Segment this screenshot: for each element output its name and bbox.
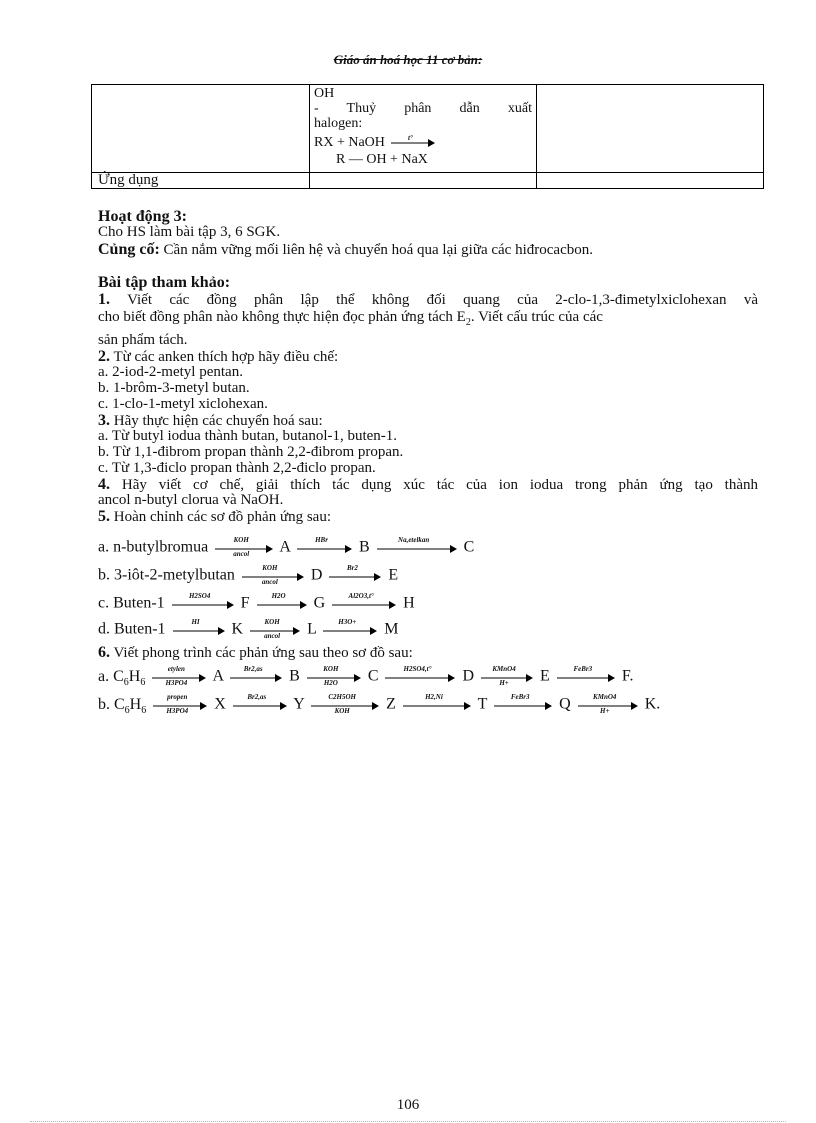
q1-text2-end: . Viết cấu trúc của các <box>470 309 603 325</box>
arrow-condition-top: Na,etelkan <box>398 536 430 544</box>
q2-number: 2. <box>98 348 110 365</box>
arrow-condition-bottom: H+ <box>600 707 610 715</box>
q1-line2 <box>98 310 758 330</box>
species: A <box>279 538 290 556</box>
reaction-arrow <box>250 618 300 642</box>
arrow-condition-top: FeBr3 <box>573 665 593 673</box>
arrow-condition-top: Br2,as <box>243 665 263 673</box>
q6-text: Viết phong trình các phản ứng sau theo sơ đồ sau: <box>113 645 413 661</box>
scheme-start: a. n-butylbromua <box>98 538 209 556</box>
arrow-condition-top: KMnO4 <box>492 665 516 673</box>
footer-divider <box>30 1121 786 1122</box>
scheme-6b <box>98 693 758 719</box>
ref-title: Bài tập tham khảo: <box>98 274 231 291</box>
reaction-arrow <box>385 665 455 689</box>
q2a: a. 2-iod-2-metyl pentan. <box>98 364 243 380</box>
q1-text2: cho biết đồng phân nào không thực hiện đọc phản ứng tách E <box>98 309 466 325</box>
arrow-condition-top: KOH <box>323 665 339 673</box>
table-reaction <box>314 134 532 152</box>
table-row-label: Ứng dụng <box>92 173 310 189</box>
arrow-condition-top: HI <box>191 618 200 626</box>
reaction-arrow <box>557 665 615 689</box>
arrow-condition-bottom: ancol <box>233 550 250 558</box>
consolidate-text: Cần nắm vững mối liên hệ và chuyển hoá qua lại giữa các hiđrocacbon. <box>163 242 593 258</box>
formula-part: a. C <box>98 667 124 685</box>
reaction-arrow <box>329 564 381 588</box>
formula-subscript: 6 <box>141 704 147 716</box>
arrow-condition-top: C2H5OH <box>328 693 356 701</box>
q4-line2: ancol n-butyl clorua và NaOH. <box>98 492 284 508</box>
arrow-condition-top: propen <box>167 693 188 701</box>
arrow-condition-top: H3O+ <box>338 618 357 626</box>
q5-text: Hoàn chỉnh các sơ đồ phản ứng sau: <box>113 509 332 525</box>
species: C <box>367 667 379 685</box>
reaction-arrow <box>297 536 352 560</box>
reaction-arrow <box>332 592 396 616</box>
reaction-arrow <box>311 693 379 717</box>
scheme-start: b. 3-iôt-2-metylbutan <box>98 566 235 584</box>
species: K. <box>644 695 661 713</box>
species: E <box>540 667 550 685</box>
arrow-condition-bottom: H2O <box>323 679 338 687</box>
reaction-arrow <box>481 665 533 689</box>
q1-line3: sản phẩm tách. <box>98 332 188 348</box>
q3-text: Hãy thực hiện các chuyển hoá sau: <box>113 413 323 429</box>
species: H <box>403 594 415 612</box>
q2c: c. 1-clo-1-metyl xiclohexan. <box>98 396 268 412</box>
species: L <box>307 620 317 638</box>
table-cell-empty <box>310 173 537 189</box>
formula-part: H <box>128 667 141 685</box>
species: F. <box>621 667 634 685</box>
arrow-condition-bottom: H3PO4 <box>166 707 189 715</box>
reaction-arrow <box>494 693 552 717</box>
reaction-arrow <box>391 134 435 152</box>
formula-subscript: 6 <box>140 676 146 688</box>
q1-number: 1. <box>98 291 110 308</box>
species: Q <box>559 695 571 713</box>
scheme-start: c. Buten-1 <box>98 594 165 612</box>
table-line-oh: OH <box>314 86 335 101</box>
reaction-arrow <box>403 693 471 717</box>
q4-number: 4. <box>98 476 110 493</box>
q1-text1: Viết các đồng phân lập thể không đối quang của 2-clo-1,3-đimetylxiclohexan và <box>127 292 759 308</box>
species: T <box>477 695 488 713</box>
scheme-start: d. Buten-1 <box>98 620 166 638</box>
activity-line: Cho HS làm bài tập 3, 6 SGK. <box>98 224 281 240</box>
content-table <box>91 84 764 189</box>
arrow-condition-top: Al2O3,t° <box>348 592 374 600</box>
species: M <box>384 620 399 638</box>
page-header: Giáo án hoá học 11 cơ bản: <box>333 52 483 67</box>
arrow-condition-bottom: ancol <box>264 632 281 640</box>
table-cell-empty <box>537 173 764 189</box>
arrow-condition: t° <box>408 134 413 142</box>
arrow-condition-top: FeBr3 <box>510 693 530 701</box>
formula-subscript: 6 <box>124 704 130 716</box>
q3a: a. Từ butyl iodua thành butan, butanol-1, buten-1. <box>98 428 398 444</box>
table-cell-empty <box>92 85 310 173</box>
q5-line <box>98 509 758 525</box>
scheme-6a <box>98 665 758 691</box>
q4-line1 <box>98 477 758 493</box>
scheme-5b <box>98 564 758 588</box>
arrow-condition-top: H2SO4 <box>188 592 211 600</box>
arrow-condition-top: H2,Ni <box>425 693 443 701</box>
reaction-left: RX + NaOH <box>314 135 385 151</box>
q1-subscript: 2 <box>465 317 471 328</box>
species: F <box>240 594 250 612</box>
arrow-condition-top: H2SO4,t° <box>403 665 432 673</box>
reaction-arrow <box>173 618 225 642</box>
q3b: b. Từ 1,1-đibrom propan thành 2,2-đibrom propan. <box>98 444 404 460</box>
reaction-arrow <box>152 665 206 689</box>
arrow-condition-bottom: H3PO4 <box>165 679 188 687</box>
species: D <box>462 667 475 685</box>
q6-line <box>98 645 758 661</box>
scheme-start <box>98 695 147 716</box>
table-cell-method <box>310 85 537 173</box>
formula-part: H <box>129 695 142 713</box>
species: C <box>463 538 475 556</box>
reaction-arrow <box>242 564 304 588</box>
q3c: c. Từ 1,3-điclo propan thành 2,2-điclo propan. <box>98 460 376 476</box>
table-cell-empty <box>537 85 764 173</box>
reaction-arrow <box>307 665 361 689</box>
page-number: 106 <box>396 1097 420 1113</box>
arrow-condition-bottom: KOH <box>334 707 350 715</box>
q3-number: 3. <box>98 412 110 429</box>
consolidate-line <box>98 242 758 258</box>
q1-line1 <box>98 292 758 308</box>
reaction-arrow <box>578 693 638 717</box>
arrow-condition-top: Br2 <box>346 564 358 572</box>
reaction-arrow <box>323 618 377 642</box>
arrow-condition-top: KOH <box>233 536 249 544</box>
reaction-arrow <box>257 592 307 616</box>
species: Z <box>386 695 396 713</box>
scheme-5c <box>98 592 758 616</box>
reaction-arrow <box>172 592 234 616</box>
species: B <box>289 667 300 685</box>
q4-text1: Hãy viết cơ chế, giải thích tác dụng xúc tác của ion iodua trong phản ứng tạo thành <box>121 477 759 493</box>
species: D <box>310 566 323 584</box>
q2b: b. 1-brôm-3-metyl butan. <box>98 380 250 396</box>
species: E <box>388 566 399 584</box>
scheme-5a <box>98 536 758 560</box>
q6-number: 6. <box>98 644 110 661</box>
q5-number: 5. <box>98 508 110 525</box>
species: B <box>359 538 370 556</box>
arrow-condition-top: etylen <box>167 665 185 673</box>
arrow-condition-top: HBr <box>315 536 328 544</box>
arrow-condition-top: Br2,as <box>247 693 267 701</box>
reaction-right: R — OH + NaX <box>336 152 428 167</box>
arrow-condition-bottom: ancol <box>261 578 278 586</box>
table-line-halogen: halogen: <box>314 116 363 131</box>
species: A <box>212 667 224 685</box>
formula-subscript: 6 <box>123 676 129 688</box>
arrow-condition-top: KMnO4 <box>593 693 617 701</box>
formula-part: b. C <box>98 695 125 713</box>
reaction-arrow <box>233 693 287 717</box>
reaction-arrow <box>215 536 273 560</box>
species: X <box>214 695 226 713</box>
arrow-condition-top: KOH <box>262 564 278 572</box>
q2-line <box>98 349 758 365</box>
activity-title: Hoạt động 3: <box>98 208 187 225</box>
q2-text: Từ các anken thích hợp hãy điều chế: <box>113 349 339 365</box>
consolidate-label: Củng cố: <box>98 241 160 258</box>
species: K <box>231 620 244 638</box>
species: G <box>313 594 326 612</box>
table-line-hydrolysis: - Thuỷ phân dẫn xuất <box>314 101 532 116</box>
arrow-condition-bottom: H+ <box>499 679 509 687</box>
species: Y <box>293 695 305 713</box>
scheme-5d <box>98 618 758 642</box>
q3-line <box>98 413 758 429</box>
reaction-arrow <box>230 665 282 689</box>
scheme-start <box>98 667 146 688</box>
arrow-condition-top: KOH <box>264 618 280 626</box>
reaction-arrow <box>377 536 457 560</box>
arrow-condition-top: H2O <box>271 592 286 600</box>
reaction-arrow <box>153 693 207 717</box>
